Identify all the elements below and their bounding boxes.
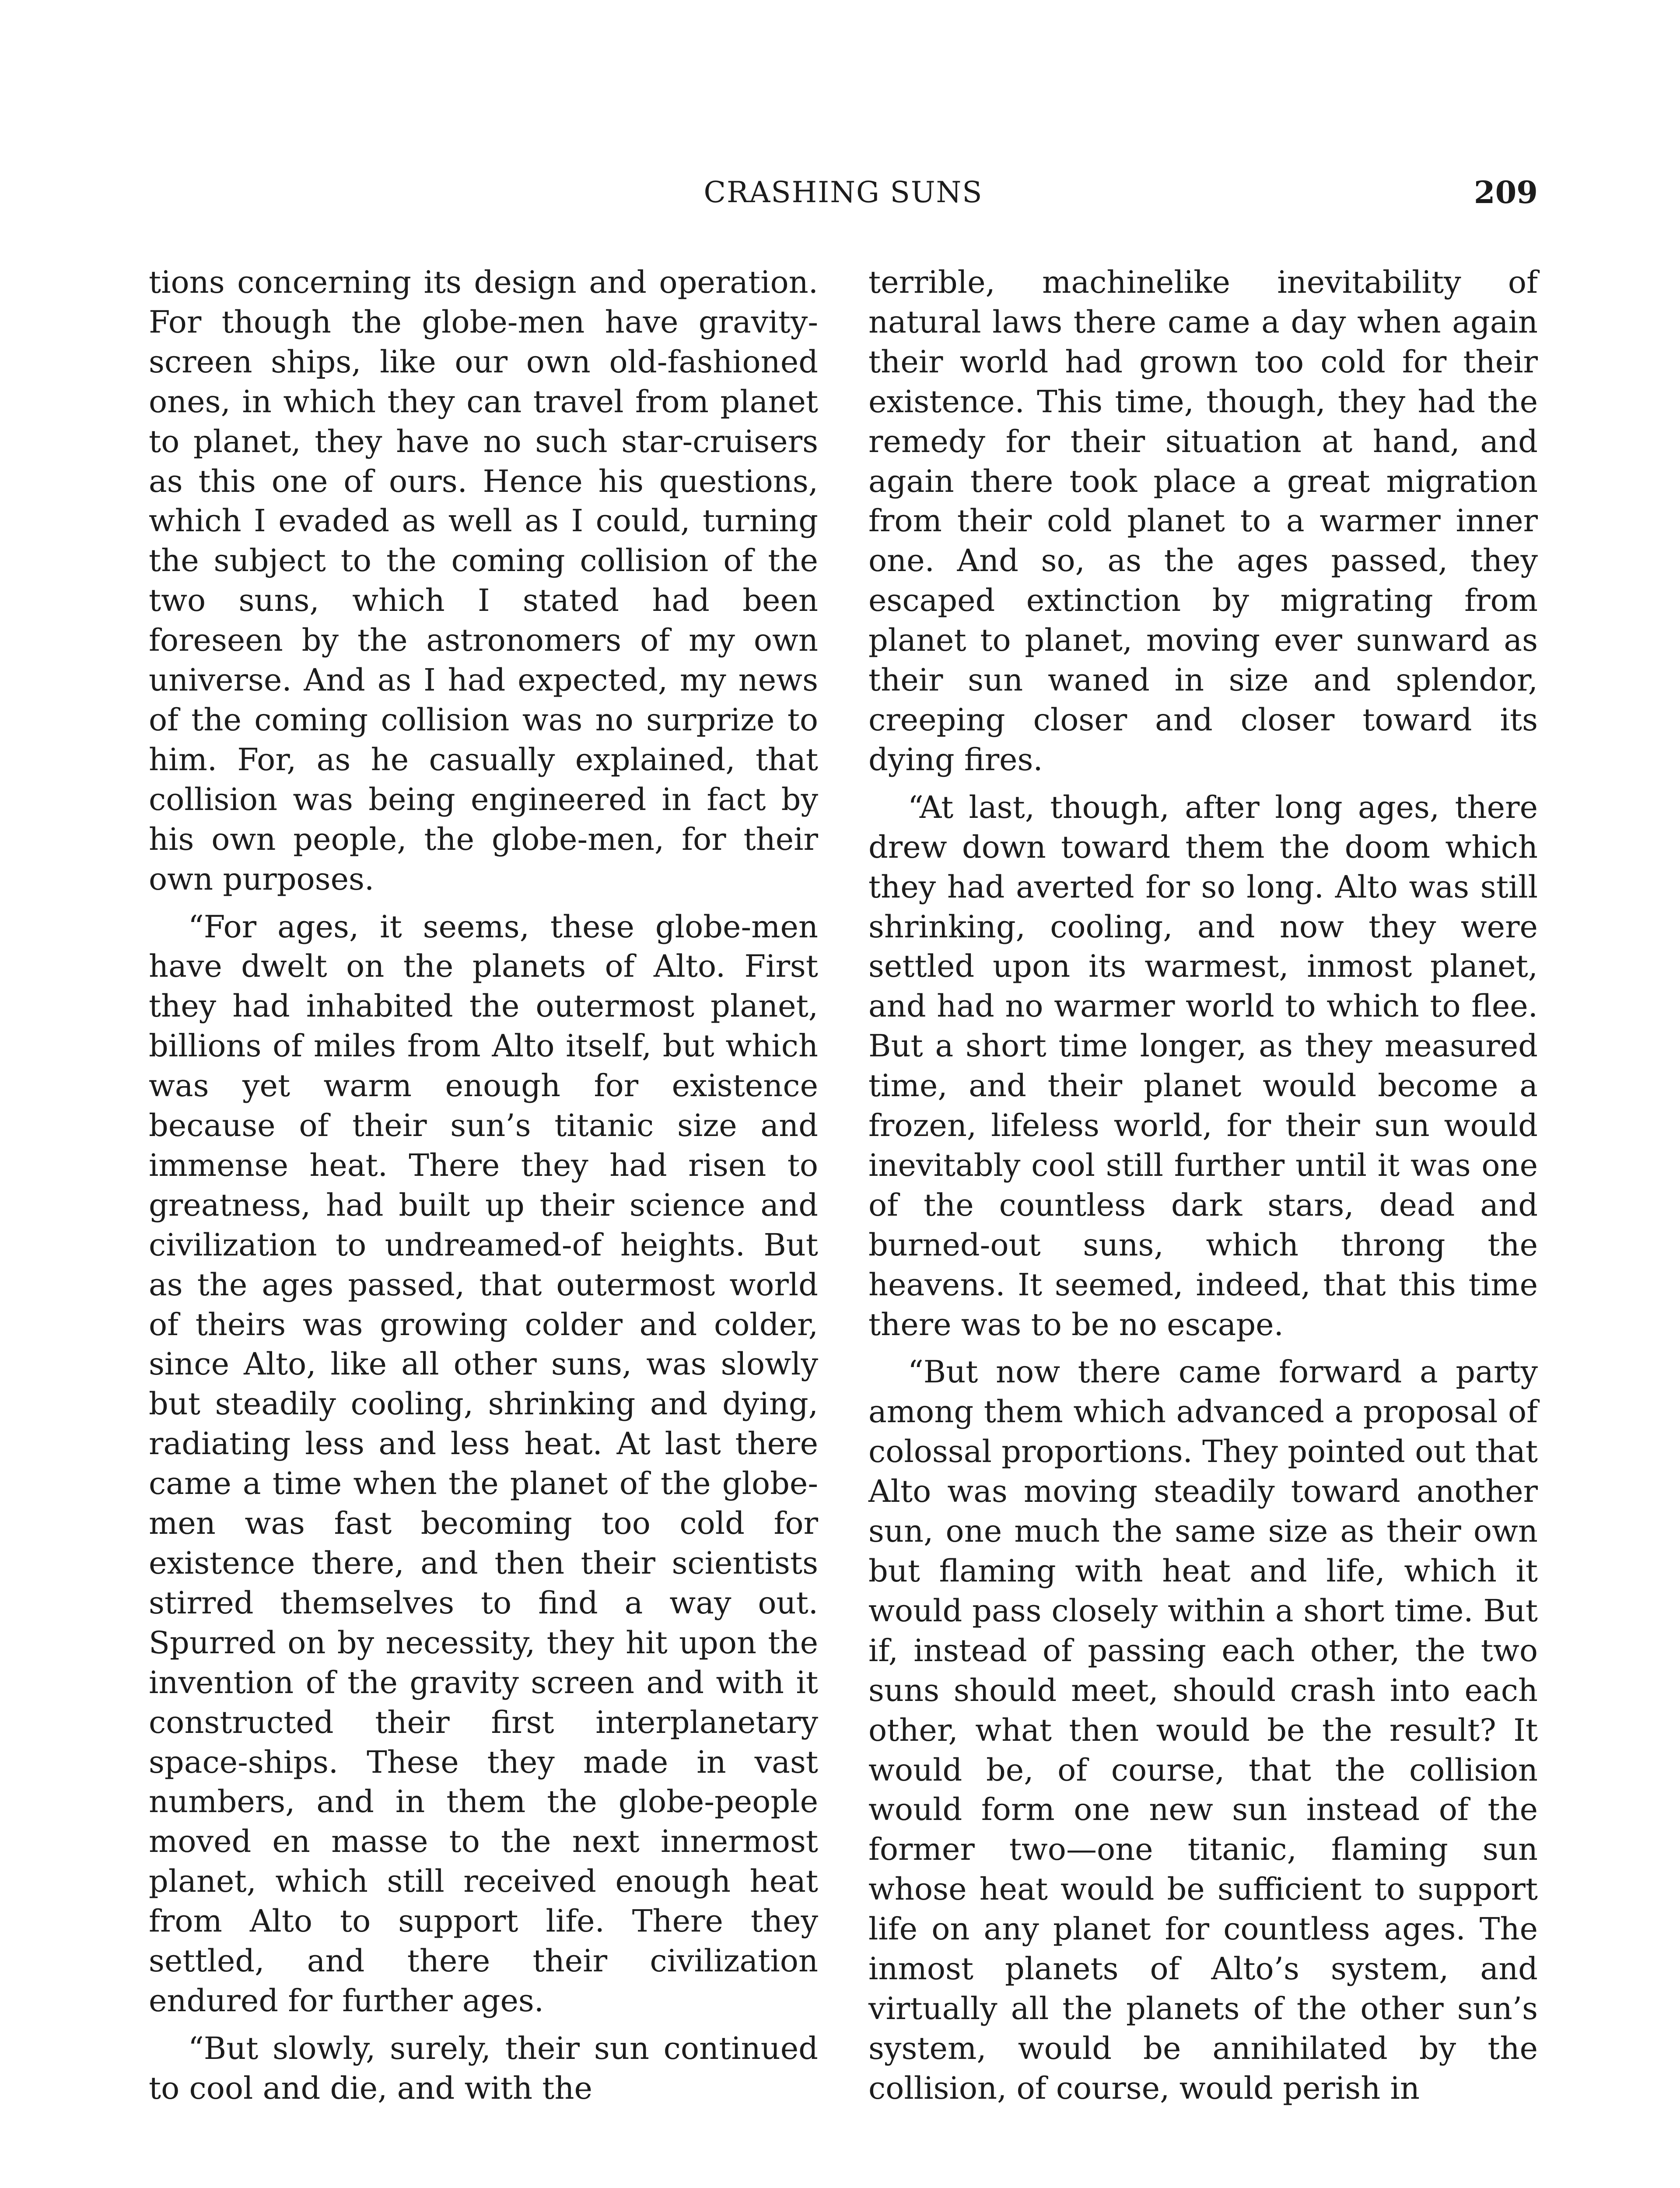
paragraph: “For ages, it seems, these globe-men have dwelt on the planets of Alto. First they had inhabited the outermost planet, billions of miles from Alto itself, but which was yet warm enough for existence because of their sun’s titanic size and immense heat. There they had risen to greatness, had built up their science and civilization to undreamed-of heights. But as the ages passed, that outermost world of theirs was growing colder and colder, since Alto, like all other suns, was slowly but steadily cooling, shrinking and dying, radiating less and less heat. At last there came a time when the planet of the globe-men was fast becoming too cold for existence there, and then their scientists stirred themselves to find a way out. Spurred on by necessity, they hit upon the invention of the gravity screen and with it constructed their first interplanetary space-ships. These they made in vast numbers, and in them the globe-people moved en masse to the next innermost planet, which still received enough heat from Alto to support life. There they settled, and there their civilization endured for further ages. — [149, 908, 818, 2019]
paragraph: “But slowly, surely, their sun continued to cool and die, and with the — [149, 2030, 818, 2106]
running-title: CRASHING SUNS — [704, 175, 983, 209]
page-number: 209 — [1474, 174, 1538, 210]
paragraph: “But now there came forward a party among them which advanced a proposal of colossal proportions. They pointed out that Alto was moving steadily toward another sun, one much the same size as their own but flaming with heat and life, which it would pass closely within a short time. But if, instead of passing each other, the two suns should meet, should crash into each other, what then would be the result? It would be, of course, that the collision would form one new sun instead of the former two—one titanic, flaming sun whose heat would be sufficient to support life on any planet for countless ages. The inmost planets of Alto’s system, and virtually all the planets of the other sun’s system, would be annihilated by the collision, of course, would perish in — [868, 1354, 1538, 2106]
left-column — [149, 263, 818, 2108]
paragraph: “At last, though, after long ages, there drew down toward them the doom which they had averted for so long. Alto was still shrinking, cooling, and now they were settled upon its warmest, inmost planet, and had no warmer world to which to flee. But a short time longer, as they measured time, and their planet would become a frozen, lifeless world, for their sun would inevitably cool still further until it was one of the countless dark stars, dead and burned-out suns, which throng the heavens. It seemed, indeed, that this time there was to be no escape. — [868, 789, 1538, 1343]
paragraph: tions concerning its design and operation. For though the globe-men have gravity-screen ships, like our own old-fashioned ones, in which they can travel from planet to planet, they have no such star-cruisers as this one of ours. Hence his questions, which I evaded as well as I could, turning the subject to the coming collision of the two suns, which I stated had been foreseen by the astronomers of my own universe. And as I had expected, my news of the coming collision was no surprize to him. For, as he casually explained, that collision was being engineered in fact by his own people, the globe-men, for their own purposes. — [149, 264, 818, 897]
right-column — [868, 263, 1538, 2108]
running-head — [149, 173, 1538, 212]
paragraph: terrible, machinelike inevitability of natural laws there came a day when again their world had grown too cold for their existence. This time, though, they had the remedy for their situation at hand, and again there took place a great migration from their cold planet to a warmer inner one. And so, as the ages passed, they escaped extinction by migrating from planet to planet, moving ever sunward as their sun waned in size and splendor, creeping closer and closer toward its dying fires. — [868, 264, 1538, 778]
